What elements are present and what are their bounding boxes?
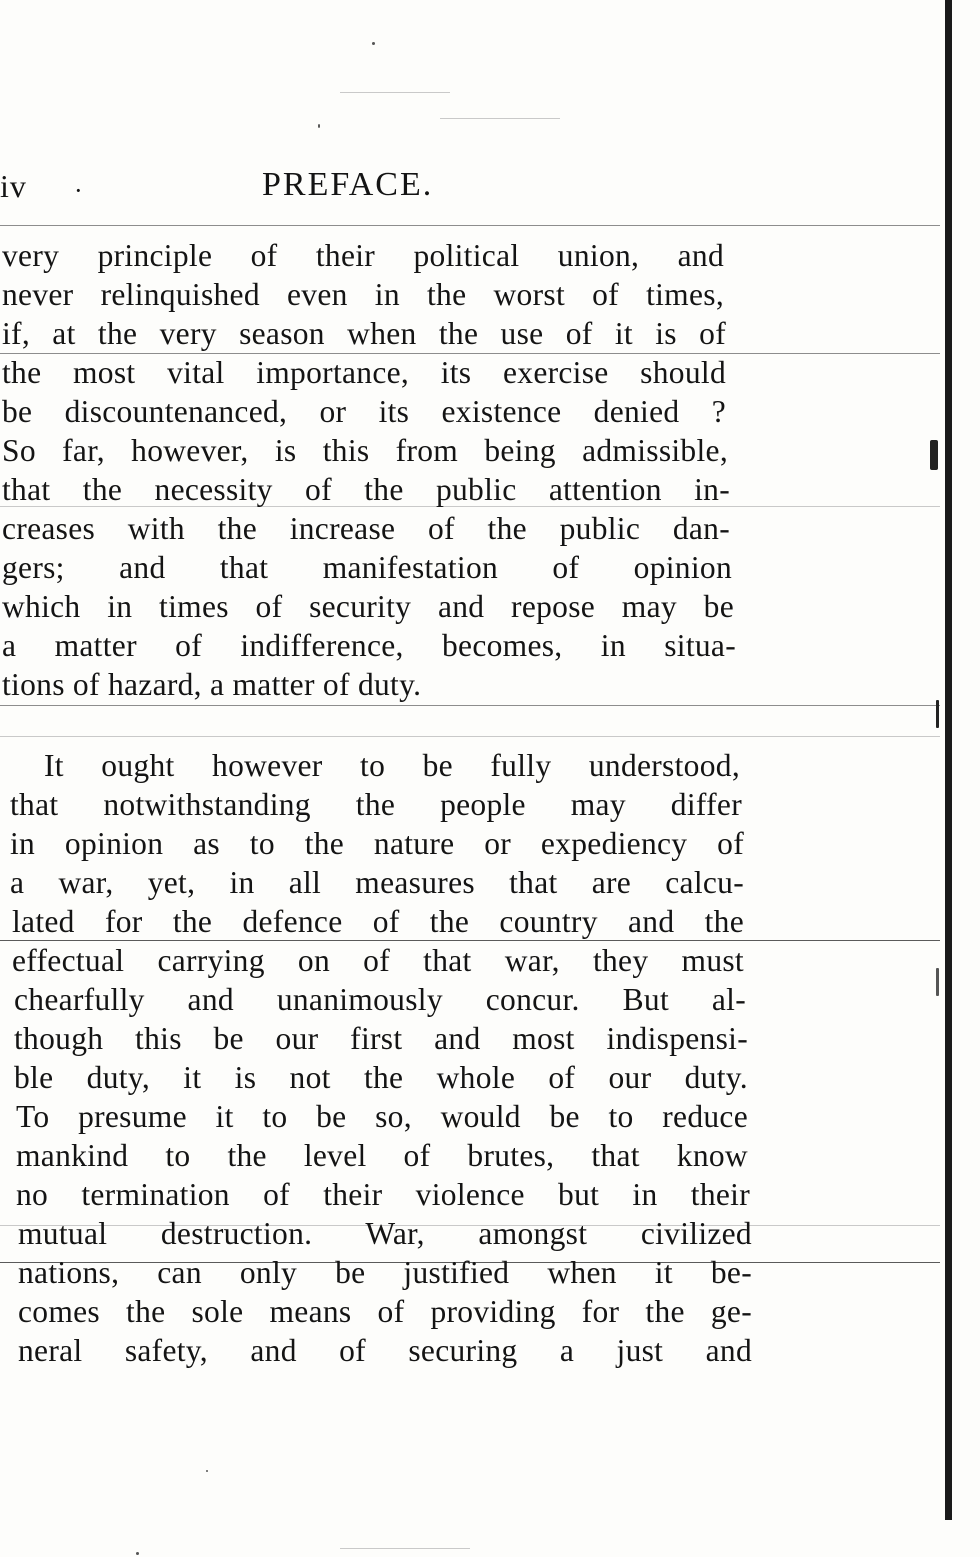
text-line: mankind to the level of brutes, that know [16,1138,748,1173]
header-ornament-dot: · [74,176,83,205]
scan-speck [372,42,375,45]
text-line: never relinquished even in the worst of times, [2,277,724,312]
text-line: effectual carrying on of that war, they must [12,943,744,978]
text-line: gers; and that manifestation of opinion [2,550,732,585]
text-line: tions of hazard, a matter of duty. [2,667,422,702]
scan-mark [936,968,939,996]
text-line: chearfully and unanimously concur. But al- [14,982,746,1017]
text-line: mutual destruction. War, amongst civilized [18,1216,752,1251]
text-line: the most vital importance, its exercise should [2,355,726,390]
page-edge-shadow [945,0,952,1520]
scan-mark [936,700,939,728]
scan-speck [318,124,320,128]
text-line: To presume it to be so, would be to reduce [16,1099,748,1134]
text-line: if, at the very season when the use of it is of [2,316,726,351]
text-line: It ought however to be fully understood, [44,748,740,783]
scan-rule [340,92,450,93]
text-line: lated for the defence of the country and the [12,904,744,939]
running-title: PREFACE. [262,166,434,203]
scan-speck [136,1552,139,1555]
text-line: which in times of security and repose may be [2,589,734,624]
text-line: in opinion as to the nature or expediency of [10,826,744,861]
scan-rule [0,736,940,737]
text-line: nations, can only be justified when it be- [18,1255,752,1290]
text-line: a matter of indifference, becomes, in situa- [2,628,736,663]
text-line: a war, yet, in all measures that are calcu- [10,865,744,900]
scan-rule [0,705,940,706]
page-number: iv [0,168,27,204]
text-line: very principle of their political union, and [2,238,724,273]
text-line: ble duty, it is not the whole of our duty. [14,1060,748,1095]
scan-rule [340,1548,470,1549]
text-line: though this be our first and most indispensi- [14,1021,748,1056]
text-line: that notwithstanding the people may differ [10,787,742,822]
text-line: neral safety, and of securing a just and [18,1333,752,1368]
text-line: be discountenanced, or its existence denied ? [2,394,726,429]
scan-mark [930,440,938,470]
text-line: comes the sole means of providing for the ge- [18,1294,752,1329]
text-line: creases with the increase of the public dan- [2,511,730,546]
text-line: that the necessity of the public attention in- [2,472,730,507]
text-line: So far, however, is this from being admissible, [2,433,728,468]
scan-rule [440,118,560,119]
scan-rule [0,225,940,226]
scan-speck [206,1470,208,1472]
text-line: no termination of their violence but in their [16,1177,750,1212]
